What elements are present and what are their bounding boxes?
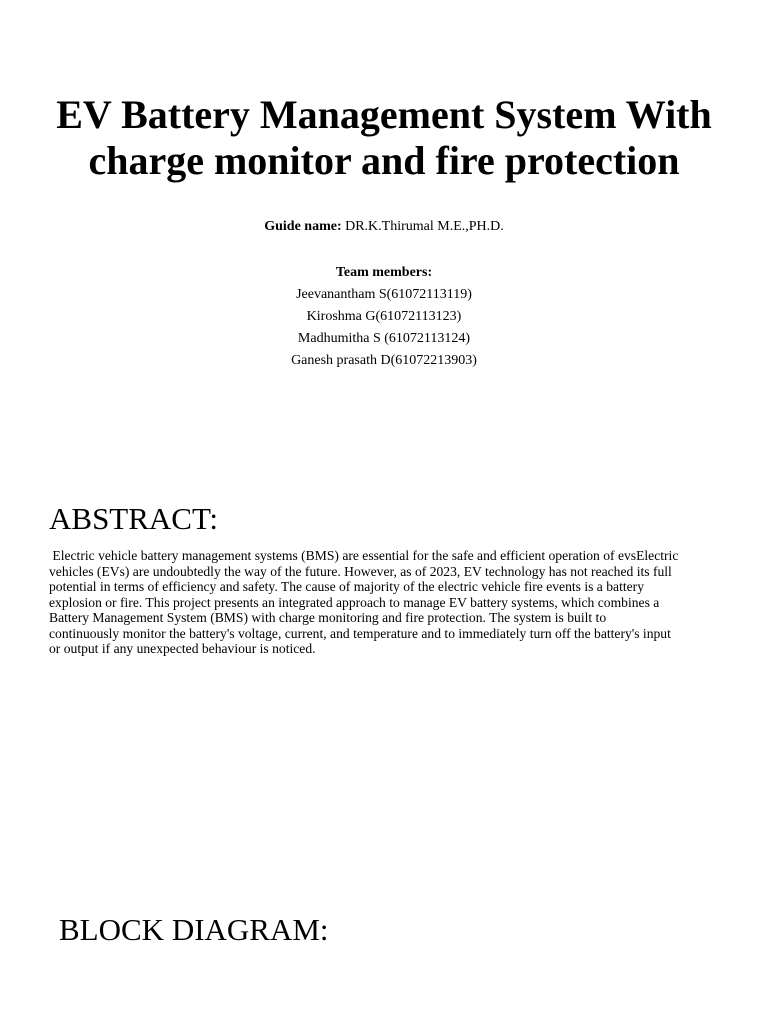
guide-line — [0, 218, 768, 236]
page-title: EV Battery Management System With charge monitor and fire protection — [56, 92, 712, 183]
block-diagram-heading: BLOCK DIAGRAM: — [59, 912, 329, 947]
abstract-heading: ABSTRACT: — [49, 501, 218, 536]
abstract-body: Electric vehicle battery management systems (BMS) are essential for the safe and efficient operation of evsElectric vehicles (EVs) are undoubtedly the way of the future. However, as of 2023, EV technology has not reached its full potential in terms of efficiency and safety. The cause of majority of the electric vehicle fire events is a battery explosion or fire. This project presents an integrated approach to manage EV battery systems, which combines a Battery Management System (BMS) with charge monitoring and fire protection. The system is built to continuously monitor the battery's voltage, current, and temperature and to immediately turn off the battery's input or output if any unexpected behaviour is noticed. — [49, 548, 682, 656]
team-members-block — [0, 262, 768, 372]
team-member: Jeevanantham S(61072113119) — [296, 287, 472, 302]
team-members-label: Team members: — [335, 265, 433, 280]
guide-name: DR.K.Thirumal M.E.,PH.D. — [345, 219, 504, 234]
guide-label: Guide name: — [264, 219, 342, 234]
team-member: Ganesh prasath D(61072213903) — [291, 353, 477, 368]
team-member: Madhumitha S (61072113124) — [297, 331, 471, 346]
team-member: Kiroshma G(61072113123) — [306, 309, 462, 324]
